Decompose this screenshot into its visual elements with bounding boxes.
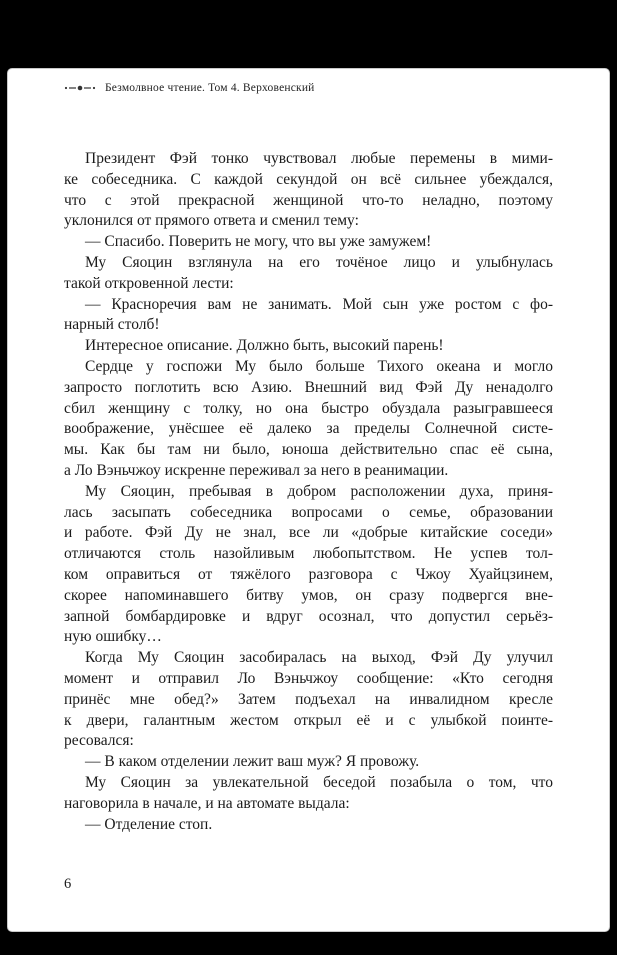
text-line: скорее напоминавшего битву умов, он сразу подвергся вне- [64,586,553,604]
text-line: наговорила в начале, и на автомате выдала: [64,794,350,812]
text-line: к двери, галантным жестом открыл её и с улыбкой поинте- [64,711,553,729]
header-ornament-icon [64,84,96,92]
running-header [64,82,553,94]
page-text [64,149,553,835]
text-line: Интересное описание. Должно быть, высокий парень! [85,337,444,355]
text-line: Президент Фэй тонко чувствовал любые перемены в мими- [85,150,553,167]
text-line: принёс мне обед?» Затем подъехал на инвалидном кресле [64,690,553,708]
paragraph [64,773,553,815]
text-line: — Спасибо. Поверить не могу, что вы уже замужем! [85,233,432,251]
text-line: Сердце у госпожи Му было больше Тихого океана и могло [85,357,553,375]
paragraph [64,815,553,836]
paragraph [64,253,553,295]
text-line: лась засыпать собеседника вопросами о семье, образовании [64,503,553,521]
paragraph [64,232,553,253]
text-line: Му Сяоцин взглянула на его точёное лицо и улыбнулась [85,253,553,271]
text-line: нарный столб! [64,316,160,334]
text-line: — Красноречия вам не занимать. Мой сын уже ростом с фо- [85,295,553,313]
text-line: отличаются столь назойливым любопытством. Не успев тол- [64,545,553,563]
book-page [7,68,610,932]
paragraph [64,752,553,773]
text-line: — В каком отделении лежит ваш муж? Я провожу. [85,753,420,771]
paragraph [64,482,553,648]
text-line: и работе. Фэй Ду не знал, все ли «добрые китайские соседи» [64,524,553,542]
text-line: ную ошибку… [64,628,162,646]
page-number: 6 [64,876,72,892]
text-line: уклонился от прямого ответа и сменил тему: [64,212,359,230]
text-line: Му Сяоцин, пребывая в добром расположении духа, приня- [85,482,553,500]
text-line: мы. Как бы там ни было, юноша действительно спас её сына, [64,441,553,459]
paragraph [64,295,553,337]
text-line: запной бомбардировке и вдруг осознал, что допустил серьёз- [64,607,553,625]
text-line: такой откровенной лести: [64,274,234,292]
text-line: а Ло Вэньчжоу искренне переживал за него в реанимации. [64,461,449,479]
text-line: ком оправиться от тяжёлого разговора с Чжоу Хуайцзинем, [64,565,553,583]
text-line: ке собеседника. С каждой секундой он всё сильнее убеждался, [64,170,553,188]
paragraph [64,648,553,752]
text-line: запросто поглотить всю Азию. Внешний вид Фэй Ду ненадолго [64,378,553,396]
paragraph [64,357,553,482]
text-line: момент и отправил Ло Вэньчжоу сообщение: «Кто сегодня [64,669,553,687]
running-title: Безмолвное чтение. Том 4. Верховенский [105,82,315,94]
text-line: Му Сяоцин за увлекательной беседой позабыла о том, что [85,773,553,791]
text-line: ресовался: [64,732,134,750]
text-line: — Отделение стоп. [85,815,213,833]
paragraph [64,336,553,357]
paragraph [64,149,553,232]
text-line: воображение, унёсшее её далеко за пределы Солнечной систе- [64,420,553,438]
text-line: что с этой прекрасной женщиной что-то неладно, поэтому [64,191,553,209]
text-line: сбил женщину с толку, но она быстро обуздала разыгравшееся [64,399,553,417]
text-line: Когда Му Сяоцин засобиралась на выход, Фэй Ду улучил [85,649,553,667]
